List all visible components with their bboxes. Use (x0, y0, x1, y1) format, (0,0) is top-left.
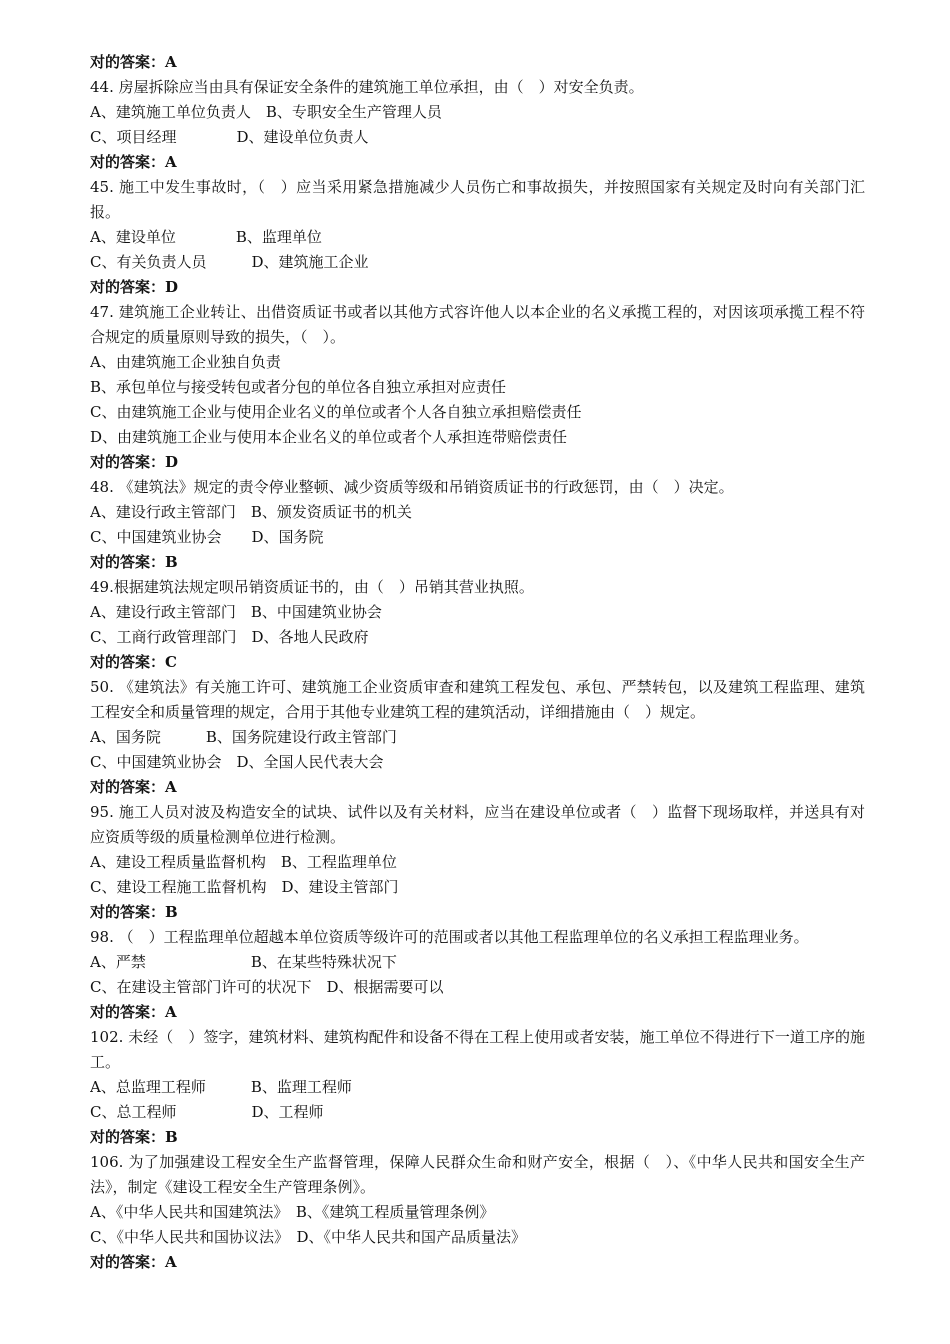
question-48: 48. 《建筑法》规定的责令停业整顿、减少资质等级和吊销资质证书的行政惩罚，由（ ）决定。 (90, 478, 734, 496)
question-49: 49.根据建筑法规定呗吊销资质证书的，由（ ）吊销其营业执照。 (90, 578, 534, 596)
option-line: C、在建设主管部门许可的状况下 D、根据需要可以 (90, 978, 444, 996)
option-line: A、建设行政主管部门 B、颁发资质证书的机关 (90, 503, 412, 521)
option-line: C、工商行政管理部门 D、各地人民政府 (90, 628, 369, 646)
question-106: 106. 为了加强建设工程安全生产监督管理，保障人民群众生命和财产安全，根据（ ）、《中华人民共和国安全生产法》，制定《建设工程安全生产管理条例》。 (90, 1153, 865, 1196)
option-line: A、建设单位 B、监理单位 (90, 228, 322, 246)
option-line: C、总工程师 D、工程师 (90, 1103, 324, 1121)
option-line: A、由建筑施工企业独自负责 (90, 353, 281, 371)
question-102: 102. 未经（ ）签字，建筑材料、建筑构配件和设备不得在工程上使用或者安装，施工单位不得进行下一道工序的施工。 (90, 1028, 865, 1071)
option-line: A、建设行政主管部门 B、中国建筑业协会 (90, 603, 382, 621)
option-line: C、中国建筑业协会 D、全国人民代表大会 (90, 753, 384, 771)
answer-line: 对的答案：B (90, 903, 178, 921)
option-line: C、中国建筑业协会 D、国务院 (90, 528, 324, 546)
option-line: C、有关负责人员 D、建筑施工企业 (90, 253, 369, 271)
answer-line: 对的答案：A (90, 778, 177, 796)
option-line: A、《中华人民共和国建筑法》 B、《建筑工程质量管理条例》 (90, 1203, 495, 1221)
option-line: C、《中华人民共和国协议法》 D、《中华人民共和国产品质量法》 (90, 1228, 527, 1246)
document-page (90, 50, 865, 1275)
option-line: A、建设工程质量监督机构 B、工程监理单位 (90, 853, 397, 871)
question-44: 44. 房屋拆除应当由具有保证安全条件的建筑施工单位承担，由（ ）对安全负责。 (90, 78, 644, 96)
option-line: C、建设工程施工监督机构 D、建设主管部门 (90, 878, 399, 896)
answer-line: 对的答案：A (90, 53, 177, 71)
answer-line: 对的答案：B (90, 1128, 178, 1146)
answer-line: 对的答案：A (90, 1253, 177, 1271)
answer-line: 对的答案：B (90, 553, 178, 571)
option-line: D、由建筑施工企业与使用本企业名义的单位或者个人承担连带赔偿责任 (90, 428, 568, 446)
question-45: 45. 施工中发生事故时，（ ）应当采用紧急措施减少人员伤亡和事故损失，并按照国家有关规定及时向有关部门汇报。 (90, 178, 865, 221)
option-line: A、严禁 B、在某些特殊状况下 (90, 953, 397, 971)
answer-line: 对的答案：A (90, 153, 177, 171)
question-95: 95. 施工人员对波及构造安全的试块、试件以及有关材料，应当在建设单位或者（ ）监督下现场取样，并送具有对应资质等级的质量检测单位进行检测。 (90, 803, 865, 846)
answer-line: 对的答案：C (90, 653, 177, 671)
option-line: A、国务院 B、国务院建设行政主管部门 (90, 728, 397, 746)
answer-line: 对的答案：A (90, 1003, 177, 1021)
option-line: C、由建筑施工企业与使用企业名义的单位或者个人各自独立承担赔偿责任 (90, 403, 582, 421)
option-line: B、承包单位与接受转包或者分包的单位各自独立承担对应责任 (90, 378, 507, 396)
option-line: A、建筑施工单位负责人 B、专职安全生产管理人员 (90, 103, 442, 121)
option-line: C、项目经理 D、建设单位负责人 (90, 128, 369, 146)
answer-line: 对的答案：D (90, 453, 179, 471)
question-98: 98. （ ）工程监理单位超越本单位资质等级许可的范围或者以其他工程监理单位的名义承担工程监理业务。 (90, 928, 809, 946)
question-50: 50. 《建筑法》有关施工许可、建筑施工企业资质审查和建筑工程发包、承包、严禁转包，以及建筑工程监理、建筑工程安全和质量管理的规定，合用于其他专业建筑工程的建筑活动，详细措施由（ ）规定。 (90, 678, 865, 721)
option-line: A、总监理工程师 B、监理工程师 (90, 1078, 352, 1096)
question-47: 47. 建筑施工企业转让、出借资质证书或者以其他方式容许他人以本企业的名义承揽工程的，对因该项承揽工程不符合规定的质量原则导致的损失，（ ）。 (90, 303, 865, 346)
answer-line: 对的答案：D (90, 278, 179, 296)
